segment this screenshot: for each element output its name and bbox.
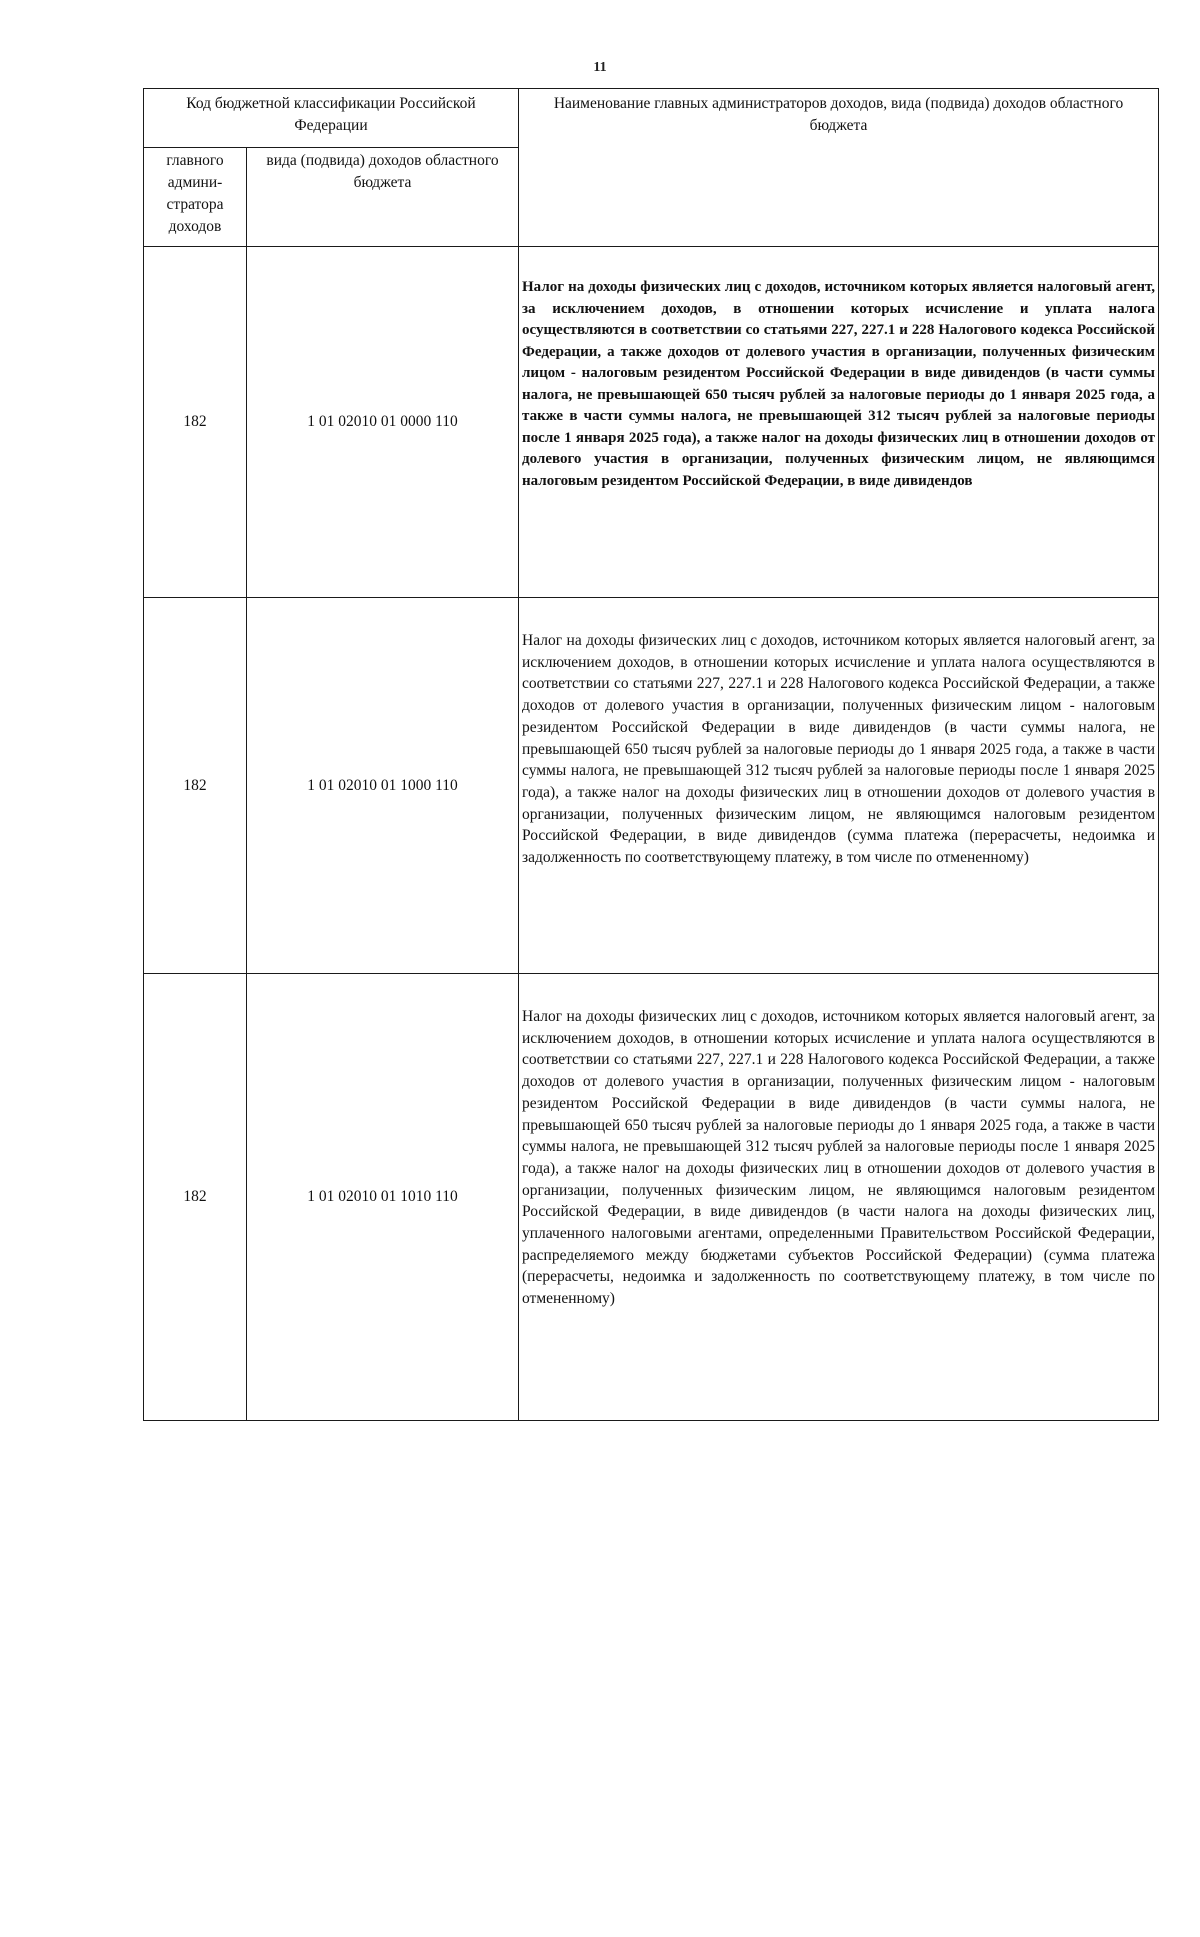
income-code-cell: 1 01 02010 01 1010 110 [247, 974, 519, 1421]
table-row [144, 598, 1159, 974]
table-row [144, 974, 1159, 1421]
admin-code-cell: 182 [144, 974, 247, 1421]
admin-code-cell: 182 [144, 247, 247, 598]
budget-classification-table [143, 88, 1159, 1421]
header-name-column: Наименование главных администраторов доходов, вида (подвида) доходов областного бюджета [519, 89, 1159, 247]
income-code-cell: 1 01 02010 01 1000 110 [247, 598, 519, 974]
table-row [144, 247, 1159, 598]
table-header-row [144, 89, 1159, 148]
description-cell: Налог на доходы физических лиц с доходов, источником которых является налоговый агент, за исключением доходов, в отношении которых исчисление и уплата налога осуществляются в соответствии со статьями 227, 227.1 и 228 Налогового кодекса Российской Федерации, а также доходов от долевого участия в организации, полученных физическим лицом - налоговым резидентом Российской Федерации в виде дивидендов (в части суммы налога, не превышающей 650 тысяч рублей за налоговые периоды до 1 января 2025 года, а также в части суммы налога, не превышающей 312 тысяч рублей за налоговые периоды после 1 января 2025 года), а также налог на доходы физических лиц в отношении доходов от долевого участия в организации, полученных физическим лицом, не являющимся налоговым резидентом Российской Федерации, в виде дивидендов (в части налога на доходы физических лиц, уплаченного налоговыми агентами, определенными Правительством Российской Федерации, распределяемого между бюджетами субъектов Российской Федерации) (сумма платежа (перерасчеты, недоимка и задолженность по соответствующему платежу, в том числе по отмененному) [519, 974, 1159, 1421]
header-budget-code-group: Код бюджетной классификации Российской Федерации [144, 89, 519, 148]
admin-code-cell: 182 [144, 598, 247, 974]
description-cell: Налог на доходы физических лиц с доходов, источником которых является налоговый агент, за исключением доходов, в отношении которых исчисление и уплата налога осуществляются в соответствии со статьями 227, 227.1 и 228 Налогового кодекса Российской Федерации, а также доходов от долевого участия в организации, полученных физическим лицом - налоговым резидентом Российской Федерации в виде дивидендов (в части суммы налога, не превышающей 650 тысяч рублей за налоговые периоды до 1 января 2025 года, а также в части суммы налога, не превышающей 312 тысяч рублей за налоговые периоды после 1 января 2025 года), а также налог на доходы физических лиц в отношении доходов от долевого участия в организации, полученных физическим лицом, не являющимся налоговым резидентом Российской Федерации, в виде дивидендов (сумма платежа (перерасчеты, недоимка и задолженность по соответствующему платежу, в том числе по отмененному) [519, 598, 1159, 974]
description-cell: Налог на доходы физических лиц с доходов, источником которых является налоговый агент, за исключением доходов, в отношении которых исчисление и уплата налога осуществляются в соответствии со статьями 227, 227.1 и 228 Налогового кодекса Российской Федерации, а также доходов от долевого участия в организации, полученных физическим лицом - налоговым резидентом Российской Федерации в виде дивидендов (в части суммы налога, не превышающей 650 тысяч рублей за налоговые периоды до 1 января 2025 года, а также в части суммы налога, не превышающей 312 тысяч рублей за налоговые периоды после 1 января 2025 года), а также налог на доходы физических лиц в отношении доходов от долевого участия в организации, полученных физическим лицом, не являющимся налоговым резидентом Российской Федерации, в виде дивидендов [519, 247, 1159, 598]
income-code-cell: 1 01 02010 01 0000 110 [247, 247, 519, 598]
header-admin-column: главного админи-стратора доходов [144, 148, 247, 247]
header-income-column: вида (подвида) доходов областного бюджета [247, 148, 519, 247]
page-number: 11 [593, 60, 607, 75]
